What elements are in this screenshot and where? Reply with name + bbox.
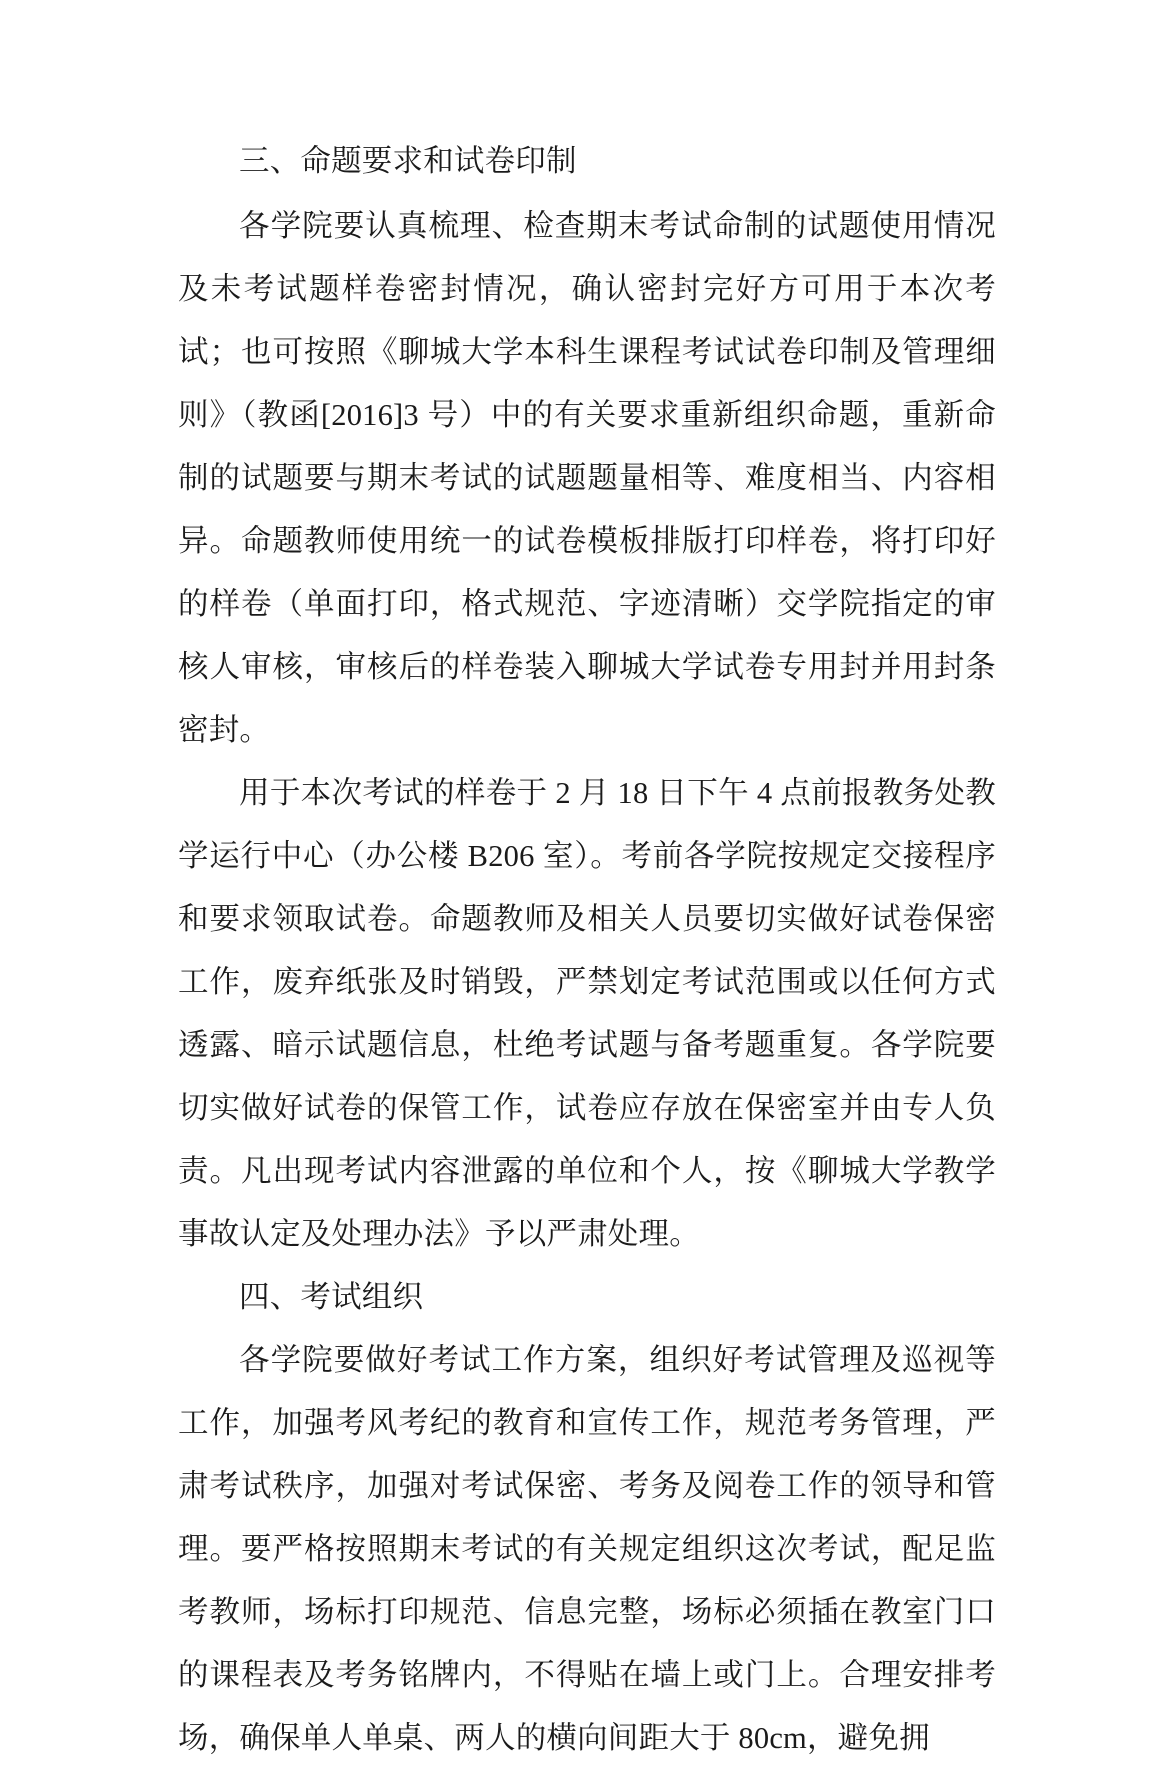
section-heading-three: 三、命题要求和试卷印制 (239, 144, 577, 178)
section-heading-four: 四、考试组织 (239, 1280, 424, 1314)
document-body (178, 130, 996, 1770)
paragraph-sample-paper-submission: 用于本次考试的样卷于 2 月 18 日下午 4 点前报教务处教学运行中心（办公楼 B206 室）。考前各学院按规定交接程序和要求领取试卷。命题教师及相关人员要切实做好试卷保密工作，废弃纸张及时销毁，严禁划定考试范围或以任何方式透露、暗示试题信息，杜绝考试题与备考题重复。各学院要切实做好试卷的保管工作，试卷应存放在保密室并由专人负责。凡出现考试内容泄露的单位和个人，按《聊城大学教学事故认定及处理办法》予以严肃处理。 (178, 776, 996, 1251)
paragraph-exam-paper-printing: 各学院要认真梳理、检查期末考试命制的试题使用情况及未考试题样卷密封情况，确认密封完好方可用于本次考试；也可按照《聊城大学本科生课程考试试卷印制及管理细则》（教函[2016]3 号）中的有关要求重新组织命题，重新命制的试题要与期末考试的试题题量相等、难度相当、内容相异。命题教师使用统一的试卷模板排版打印样卷，将打印好的样卷（单面打印，格式规范、字迹清晰）交学院指定的审核人审核，审核后的样卷装入聊城大学试卷专用封并用封条密封。 (178, 209, 996, 747)
paragraph-exam-organization: 各学院要做好考试工作方案，组织好考试管理及巡视等工作，加强考风考纪的教育和宣传工作，规范考务管理，严肃考试秩序，加强对考试保密、考务及阅卷工作的领导和管理。要严格按照期末考试的有关规定组织这次考试，配足监考教师，场标打印规范、信息完整，场标必须插在教室门口的课程表及考务铭牌内，不得贴在墙上或门上。合理安排考场，确保单人单桌、两人的横向间距大于 80cm，避免拥 (178, 1343, 996, 1755)
